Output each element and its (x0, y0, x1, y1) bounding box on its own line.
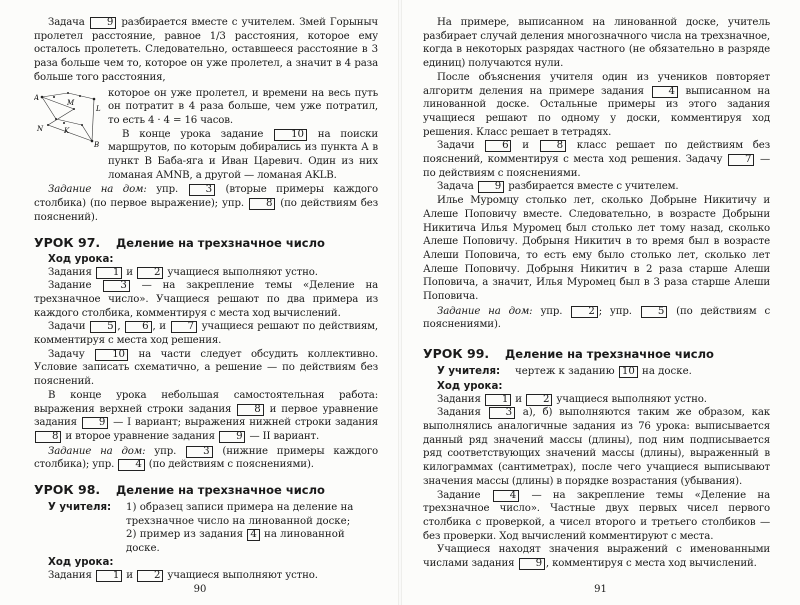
task-number-box: 7 (171, 321, 197, 333)
lesson-title: Деление на трехзначное число (116, 235, 325, 250)
teacher-label: У учителя: (48, 502, 112, 514)
task-number-box: 9 (219, 431, 245, 443)
task-number-box: 3 (103, 280, 129, 292)
task-number-box: 10 (274, 129, 307, 141)
lesson-paragraph: Задания 1 и 2 учащиеся выполняют устно. (48, 570, 318, 582)
teacher-item: чертеж к заданию 10 на доске. (515, 366, 692, 378)
intro-paragraph: которое он уже пролетел, и времени на весь путь он потратит в 4 раза больше, чем уже потратил, то есть 4 · 4 = 16 часов. (108, 87, 378, 126)
homework (423, 305, 770, 332)
intro-paragraph: В конце урока задание 10 на поиски маршрутов, по которым добирались из пункта A в пункт B Баба-яга и Иван Царевич. Один из них ломаная AMNB, а другой — ломаная AKLB. (108, 128, 378, 181)
task-number-box: 6 (125, 321, 151, 333)
figure-label: B (94, 140, 100, 147)
task-number-box: 4 (493, 490, 519, 502)
section-heading: Ход урока: (437, 380, 503, 392)
route-diagram (34, 87, 102, 147)
lesson-paragraph: Задания 1 и 2 учащиеся выполняют устно. (48, 266, 318, 278)
task-number-box: 1 (96, 570, 122, 582)
figure-block (34, 87, 378, 183)
intro-paragraph: На примере, выписанном на линованной доске, учитель разбирает случай деления многозначного числа на трехзначное, когда в некоторых разрядах частного (не обязательно в разряде единиц) получаются нули. (423, 17, 770, 70)
lesson-paragraph: Задачи 5 , 6 , и 7 учащиеся решают по действиям, комментируя с места ход решения. (34, 321, 378, 347)
task-number-box: 1 (96, 267, 122, 279)
teacher-materials (48, 501, 378, 555)
teacher-item: 2) пример из задания 4 на линованной доске. (126, 529, 345, 554)
section-heading: Ход урока: (48, 253, 114, 265)
teacher-item: 1) образец записи примера на деление на трехзначное число на линованной доске; (126, 502, 354, 527)
task-number-box: 4 (247, 529, 259, 541)
lesson-paragraph: Задание 3 — на закрепление темы «Деление на трехзначное число». Учащиеся решают по два примера из каждого столбика, комментируя с места ход вычислений. (34, 280, 379, 319)
lesson-97-header (34, 235, 378, 250)
task-number-box: 5 (641, 306, 667, 318)
task-number-box: 8 (540, 140, 566, 152)
figure-label: L (96, 104, 101, 113)
intro-paragraph: Задачи 6 и 8 класс решает по действиям без пояснений, комментируя с места ход решения. Задачу 7 — по действиям с пояснениями. (423, 140, 770, 179)
task-number-box: 3 (186, 446, 212, 458)
intro-paragraph: После объяснения учителя один из учеников повторяет алгоритм деления на примере задания 4 выписанном на линованной доске. Остальные примеры из этого задания учащиеся решают по одному у доски, комментируя ход решения. Класс решает в тетрадях. (423, 71, 770, 138)
intro-paragraph: Задача 9 разбирается вместе с учителем. Змей Горыныч пролетел расстояние, равное 1/3 расстояния, которое ему осталось пролететь. Следовательно, оставшееся расстояние в 3 раза больше чем то, которое он уже пролетел, а значит в 4 раза больше того расстояния, (34, 17, 378, 83)
book-gutter (398, 0, 402, 605)
task-number-box: 5 (90, 321, 116, 333)
task-number-box: 2 (571, 306, 597, 318)
task-number-box: 2 (137, 570, 163, 582)
task-number-box: 4 (118, 459, 144, 471)
lesson-number: УРОК 99. (423, 346, 490, 362)
lesson-paragraph: Учащиеся находят значения выражений с именованными числами задания 9 , комментируя с места ход вычислений. (423, 544, 770, 570)
lesson-paragraph: Задания 1 и 2 учащиеся выполняют устно. (437, 393, 707, 405)
homework-label: Задание на дом: (48, 445, 146, 457)
lesson-paragraph: В конце урока небольшая самостоятельная работа: выражения верхней строки задания 8 и первое уравнение задания 9 — I вариант; выражения нижней строки задания 8 и второе уравнение задания 9 — II вариант. (34, 389, 378, 442)
lesson-paragraph: Задачу 10 на части следует обсудить коллективно. Условие записать схематично, а решение — по действиям без пояснений. (34, 348, 378, 388)
task-number-box: 2 (526, 394, 552, 406)
figure-label: A (34, 93, 40, 102)
figure-label: K (64, 126, 70, 135)
page-right (400, 0, 800, 605)
task-number-box: 9 (90, 17, 116, 29)
figure-label: N (37, 124, 44, 133)
teacher-materials (437, 365, 770, 379)
task-number-box: 3 (189, 184, 215, 196)
page-number: 90 (193, 584, 207, 595)
lesson-number: УРОК 97. (34, 234, 101, 250)
figure-label: M (67, 98, 75, 107)
homework (34, 445, 378, 472)
task-number-box: 7 (728, 154, 754, 166)
homework-label: Задание на дом: (48, 184, 147, 196)
page-number: 91 (594, 584, 607, 595)
task-number-box: 8 (35, 431, 61, 443)
lesson-paragraph: Задание 4 — на закрепление темы «Деление на трехзначное число». Частные двух первых чисел первого столбика с проверкой, а чисел второго и третьего столбиков — без проверки. Ход вычислений комментируют с места. (423, 489, 770, 542)
task-number-box: 8 (249, 198, 275, 210)
lesson-title: Деление на трехзначное число (505, 347, 714, 362)
task-number-box: 3 (489, 407, 515, 419)
lesson-title: Деление на трехзначное число (116, 483, 325, 498)
section-heading: Ход урока: (48, 557, 114, 569)
task-number-box: 2 (137, 267, 163, 279)
homework-text: упр. 3 (нижние примеры каждого столбика); упр. 4 (по действиям с пояснениями). (34, 445, 378, 471)
task-number-box: 9 (82, 417, 108, 429)
intro-paragraph: Задача 9 разбирается вместе с учителем. (437, 181, 679, 193)
lesson-99-header (423, 346, 770, 361)
intro-paragraph: Илье Муромцу столько лет, сколько Добрыне Никитичу и Алеше Поповичу вместе. Следовательно, в возрасте Добрыни Никитича Илья Муромец был столько лет тому назад, сколько Алеше Поповичу. Добрыня Никитич в то время был в возрасте Алеши Поповича, то есть ему было столько лет, сколько лет Алеше Поповичу. Добрыня Никитич в 2 раза старше Алеши Поповича, а значит, Илья Муромец был в 3 раза старше Алеши Поповича. (423, 195, 770, 303)
task-number-box: 10 (95, 349, 128, 361)
task-number-box: 6 (485, 140, 511, 152)
task-number-box: 9 (478, 181, 504, 193)
homework-text: упр. 2 ; упр. 5 (по действиям с пояснениями). (423, 305, 770, 331)
homework (34, 183, 378, 224)
task-number-box: 1 (485, 394, 511, 406)
teacher-label: У учителя: (437, 366, 501, 378)
task-number-box: 4 (652, 86, 678, 98)
task-number-box: 8 (237, 404, 263, 416)
homework-text: упр. 3 (вторые примеры каждого столбика) (по первое выражение); упр. 8 (по действиям без пояснений). (34, 184, 378, 223)
lesson-98-header (34, 482, 378, 497)
task-number-box: 9 (519, 558, 545, 570)
lesson-paragraph: Задания 3 а), б) выполняются таким же образом, как выполнялись аналогичные задания из 76 урока: выписывается данный ряд значений массы (длины), под ним подписывается ряд соответствующих значений массы (длины), выраженный в килограммах (сантиметрах), после чего учащиеся выписывают значения массы (длины) в порядке возрастания (убывания). (423, 407, 770, 487)
task-number-box: 10 (619, 366, 638, 378)
homework-label: Задание на дом: (437, 305, 533, 317)
lesson-number: УРОК 98. (34, 482, 101, 498)
figure-text (108, 87, 378, 183)
